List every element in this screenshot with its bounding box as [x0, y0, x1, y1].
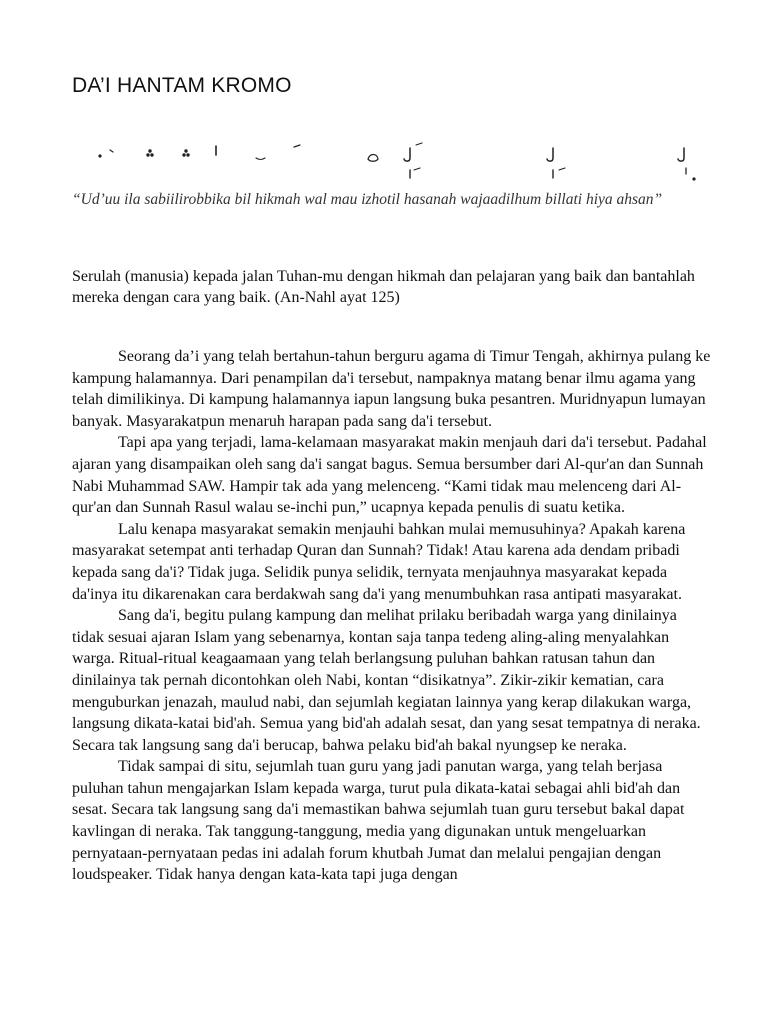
paragraph: Seorang da’i yang telah bertahun-tahun berguru agama di Timur Tengah, akhirnya pulang ke kampung halamannya. Dari penampilan da'i tersebut, nampaknya matang benar ilmu agama yang telah dimilikinya. Di kampung halamannya iapun langsung buka pesantren. Muridnyapun lumayan banyak. Masyarakatpun menaruh harapan pada sang da'i tersebut. — [72, 348, 711, 430]
arabic-calligraphy-icon — [98, 136, 708, 186]
paragraph: Sang da'i, begitu pulang kampung dan melihat prilaku beribadah warga yang dinilainya tidak sesuai ajaran Islam yang sebenarnya, kontan saja tanpa tedeng aling-aling menyalahkan warga. Ritual-ritual keagaamaan yang telah berlangsung puluhan bahkan ratusan tahun dan dinilainya tak pernah dicontohkan oleh Nabi, kontan “disikatnya”. Zikir-zikir kematian, cara menguburkan jenazah, maulud nabi, dan sejumlah kegiatan lainnya yang kerap dilakukan warga, langsung dikata-katai bid'ah. Semua yang bid'ah adalah sesat, dan yang sesat tempatnya di neraka. Secara tak langsung sang da'i berucap, bahwa pelaku bid'ah bakal nyungsep ke neraka. — [72, 607, 701, 754]
verse-transliteration: “Ud’uu ila sabiilirobbika bil hikmah wal mau izhotil hasanah wajaadilhum billati hiya ahsan” — [72, 191, 663, 208]
paragraph: Tapi apa yang terjadi, lama-kelamaan masyarakat makin menjauh dari da'i tersebut. Padahal ajaran yang disampaikan oleh sang da'i sangat bagus. Semua bersumber dari Al-qur'an dan Sunnah Nabi Muhammad SAW. Hampir tak ada yang melenceng. “Kami tidak mau melenceng dari Al-qur'an dan Sunnah Rasul walau se-inchi pun,” ucapnya kepada penulis di suatu ketika. — [72, 434, 707, 517]
article-body — [72, 346, 712, 886]
verse-translation: Serulah (manusia) kepada jalan Tuhan-mu dengan hikmah dan pelajaran yang baik dan bantahlah mereka dengan cara yang baik. (An-Nahl ayat 125) — [72, 268, 695, 306]
paragraph: Tidak sampai di situ, sejumlah tuan guru yang jadi panutan warga, yang telah berjasa puluhan tahun mengajarkan Islam kepada warga, turut pula dikata-katai sebagai ahli bid'ah dan sesat. Secara tak langsung sang da'i memastikan bahwa sejumlah tuan guru tersebut bakal dapat kavlingan di neraka. Tak tanggung-tanggung, media yang digunakan untuk mengeluarkan pernyataan-pernyataan pedas ini adalah forum khutbah Jumat dan melalui pengajian dengan loudspeaker. Tidak hanya dengan kata-kata tapi juga dengan — [72, 758, 685, 884]
document-title: DA’I HANTAM KROMO — [72, 74, 292, 97]
paragraph: Lalu kenapa masyarakat semakin menjauhi bahkan mulai memusuhinya? Apakah karena masyarakat setempat anti terhadap Quran dan Sunnah? Tidak! Atau karena ada dendam pribadi kepada sang da'i? Tidak juga. Selidik punya selidik, ternyata menjauhnya masyarakat kepada da'inya itu dikarenakan cara berdakwah sang da'i yang menumbuhkan rasa antipati masyarakat. — [72, 520, 686, 603]
